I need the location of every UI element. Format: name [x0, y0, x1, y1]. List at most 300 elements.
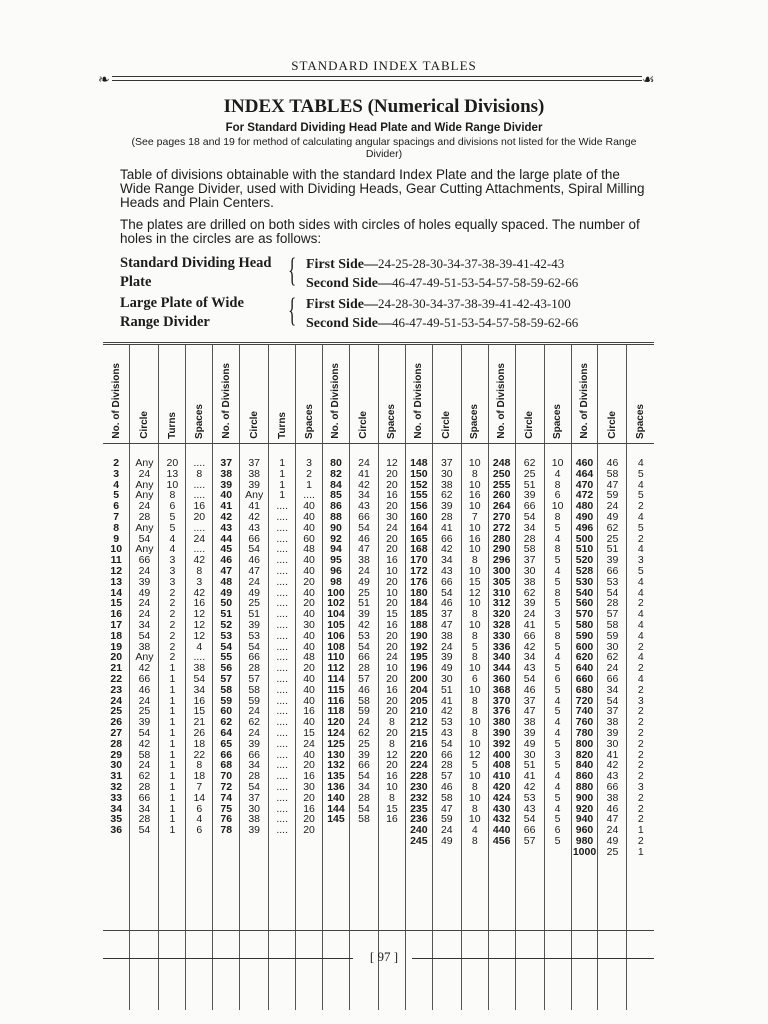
table-cell-circle: 66: [358, 651, 370, 664]
table-cell-spaces: 8: [471, 651, 478, 664]
division-number: 320: [492, 608, 511, 621]
division-number: 840: [575, 759, 594, 772]
table-cell-spaces: 20: [386, 575, 398, 588]
column-header-spaces: [296, 344, 323, 444]
table-cell-circle: 34: [248, 759, 261, 772]
table-cell-turns: 1: [169, 780, 176, 793]
table-cell-turns: 2: [169, 597, 176, 610]
table-cell-circle: 58: [606, 618, 619, 631]
division-number: 424: [492, 791, 511, 804]
division-number: 28: [110, 737, 123, 750]
table-cell-circle: 46: [440, 597, 453, 610]
table-cell-turns: 1: [279, 457, 286, 469]
division-number: 720: [575, 694, 594, 707]
division-number: 25: [110, 705, 123, 718]
table-cell-spaces: 8: [471, 629, 478, 642]
table-cell-circle: 54: [606, 586, 619, 599]
division-number: 270: [492, 510, 511, 523]
division-number: 528: [575, 564, 594, 577]
table-cell-circle: 46: [523, 683, 536, 696]
table-cell-circle: 41: [358, 467, 370, 480]
table-cell-circle: Any: [135, 521, 154, 534]
table-cell-spaces: 5: [554, 737, 561, 750]
table-cell-turns: 2: [169, 651, 176, 664]
table-cell-circle: 47: [606, 813, 619, 826]
division-number: 440: [492, 824, 511, 837]
division-number: 100: [327, 586, 345, 599]
division-number: 172: [410, 564, 428, 577]
column-header-label: Spaces: [635, 403, 647, 439]
table-cell-circle: 54: [358, 521, 370, 534]
column-div-group-3: [323, 444, 350, 1011]
table-cell-circle: 25: [248, 597, 261, 610]
table-cell-circle: 24: [358, 716, 370, 729]
table-cell-circle: 38: [523, 716, 536, 729]
division-number: 260: [492, 489, 511, 502]
table-cell-circle: 41: [523, 770, 536, 783]
table-cell-spaces: 42: [193, 586, 206, 599]
division-number: 176: [410, 575, 428, 588]
table-cell-spaces: 40: [303, 510, 315, 523]
column-header-label: No. of Divisions: [413, 363, 425, 439]
table-cell-spaces: 8: [471, 834, 478, 847]
table-cell-circle: 38: [606, 716, 619, 729]
table-cell-circle: 39: [138, 716, 151, 729]
column-div-group-2: [213, 444, 240, 1011]
column-div-group-6: [571, 444, 598, 1011]
column-div-group-5: [488, 444, 515, 1011]
table-cell-spaces: 3: [196, 575, 203, 588]
table-cell-circle: 47: [248, 564, 261, 577]
table-cell-spaces: 16: [468, 532, 481, 545]
table-cell-turns: 13: [166, 467, 179, 480]
division-number: 16: [110, 608, 123, 621]
division-number: 15: [110, 597, 123, 610]
table-cell-spaces: 16: [386, 770, 398, 783]
table-cell-circle: 51: [523, 759, 536, 772]
table-cell-spaces: 8: [388, 737, 395, 750]
division-number: 880: [575, 780, 594, 793]
table-cell-turns: 3: [169, 575, 176, 588]
plate-name: Large Plate of Wide Range Divider: [120, 295, 244, 330]
division-number: 37: [220, 457, 233, 469]
table-cell-spaces: 6: [471, 672, 478, 685]
division-number: 27: [110, 726, 123, 739]
table-cell-spaces: 24: [193, 532, 206, 545]
table-cell-spaces: 40: [303, 629, 315, 642]
column-header-circle: [598, 344, 627, 444]
left-ornament-icon: ❧: [98, 73, 110, 88]
column-header-label: Turns: [166, 411, 178, 439]
table-cell-circle: 41: [248, 500, 261, 513]
table-cell-turns: 20: [166, 457, 179, 469]
table-cell-circle: 66: [358, 759, 370, 772]
division-number: 38: [220, 467, 233, 480]
table-cell-spaces: 48: [303, 651, 315, 664]
table-cell-spaces: 2: [637, 500, 644, 513]
table-cell-circle: 30: [523, 564, 536, 577]
table-cell-circle: 24: [138, 759, 151, 772]
table-cell-spaces: 7: [471, 510, 478, 523]
table-cell-circle: 51: [440, 683, 453, 696]
table-cell-turns: ....: [276, 510, 288, 523]
table-cell-spaces: 6: [554, 672, 561, 685]
division-number: 420: [492, 780, 511, 793]
table-cell-circle: 30: [248, 802, 261, 815]
division-number: 130: [327, 748, 345, 761]
column-circle-group-1: [130, 444, 159, 1011]
table-cell-spaces: 40: [303, 716, 315, 729]
table-cell-circle: 24: [606, 500, 619, 513]
table-cell-spaces: 24: [303, 737, 315, 750]
division-number: 96: [330, 564, 342, 577]
table-cell-spaces: 5: [554, 759, 561, 772]
table-cell-circle: 39: [606, 726, 619, 739]
division-number: 52: [220, 618, 233, 631]
table-cell-turns: ....: [276, 824, 288, 837]
table-cell-spaces: 6: [196, 802, 203, 815]
division-number: 132: [327, 759, 345, 772]
division-number: 124: [327, 726, 345, 739]
plates-paragraph: The plates are drilled on both sides with circles of holes equally spaced. The number of holes in the circles are as follows:: [120, 217, 640, 246]
division-number: 40: [220, 489, 233, 502]
table-cell-spaces: 2: [637, 683, 644, 696]
table-cell-spaces: 10: [468, 564, 481, 577]
table-cell-circle: 54: [523, 510, 536, 523]
table-cell-turns: ....: [276, 683, 288, 696]
division-number: 49: [220, 586, 233, 599]
division-number: 140: [327, 791, 345, 804]
table-cell-circle: 30: [440, 672, 453, 685]
table-cell-spaces: 26: [193, 726, 206, 739]
division-number: 224: [410, 759, 428, 772]
table-cell-spaces: 10: [468, 737, 481, 750]
division-number: 940: [575, 813, 594, 826]
table-cell-spaces: 4: [196, 813, 203, 826]
column-header-label: Circle: [138, 411, 150, 439]
division-number: 500: [575, 532, 594, 545]
table-cell-turns: 2: [169, 586, 176, 599]
table-cell-turns: ....: [276, 791, 288, 804]
table-cell-circle: 66: [523, 629, 536, 642]
division-number: 112: [327, 662, 345, 675]
division-number: 740: [575, 705, 594, 718]
subtitle: For Standard Dividing Head Plate and Wide Range Divider: [225, 122, 543, 134]
table-cell-spaces: 10: [386, 662, 398, 675]
division-number: 32: [110, 780, 123, 793]
table-cell-turns: 2: [169, 629, 176, 642]
column-header-spaces: [627, 344, 654, 444]
table-cell-spaces: 12: [193, 608, 206, 621]
table-cell-spaces: 5: [554, 791, 561, 804]
table-cell-circle: 54: [248, 543, 261, 556]
table-cell-turns: ....: [276, 748, 288, 761]
table-cell-spaces: 8: [471, 802, 478, 815]
table-cell-circle: 24: [358, 457, 370, 469]
table-cell-turns: 1: [169, 662, 176, 675]
table-cell-spaces: ....: [193, 457, 206, 469]
division-number: 9: [113, 532, 120, 545]
table-cell-turns: ....: [276, 575, 288, 588]
table-cell-circle: 59: [606, 629, 619, 642]
table-cell-spaces: 40: [303, 564, 315, 577]
division-number: 92: [330, 532, 342, 545]
column-header-label: Circle: [524, 411, 536, 439]
table-cell-spaces: 2: [637, 802, 644, 815]
division-number: 530: [575, 575, 594, 588]
table-cell-turns: ....: [276, 737, 288, 750]
division-number: 114: [327, 672, 345, 685]
table-cell-turns: ....: [276, 672, 288, 685]
division-number: 168: [410, 543, 428, 556]
note: (See pages 18 and 19 for method of calculating angular spacings and divisions not listed for the Wide Range Divider): [131, 136, 637, 160]
division-number: 170: [410, 554, 428, 567]
table-cell-turns: ....: [276, 608, 288, 621]
table-cell-spaces: 1: [306, 478, 312, 491]
table-cell-spaces: 34: [193, 683, 206, 696]
division-number: 235: [410, 802, 428, 815]
table-cell-circle: 34: [523, 651, 536, 664]
table-cell-spaces: 4: [637, 478, 644, 491]
division-number: 75: [220, 802, 233, 815]
table-cell-circle: 54: [358, 770, 370, 783]
column-header-circle: [130, 344, 159, 444]
table-cell-spaces: 5: [554, 705, 561, 718]
table-cell-spaces: 4: [554, 651, 561, 664]
side-holes: 24-25-28-30-34-37-38-39-41-42-43: [377, 256, 565, 271]
table-cell-turns: 2: [169, 608, 176, 621]
table-cell-spaces: 10: [468, 521, 481, 534]
table-cell-circle: 43: [440, 726, 453, 739]
table-cell-spaces: 16: [468, 489, 481, 502]
table-cell-circle: 59: [358, 705, 370, 718]
table-cell-circle: 42: [440, 543, 453, 556]
table-cell-circle: 24: [248, 705, 261, 718]
table-cell-turns: 1: [169, 716, 176, 729]
table-cell-circle: 34: [606, 683, 619, 696]
table-cell-spaces: 20: [303, 575, 315, 588]
division-number: 144: [327, 802, 345, 815]
table-cell-turns: ....: [276, 662, 288, 675]
column-header-circle: [349, 344, 378, 444]
table-cell-circle: 66: [138, 672, 151, 685]
table-cell-circle: 54: [138, 824, 151, 837]
running-head: STANDARD INDEX TABLES: [291, 58, 477, 73]
table-cell-circle: 46: [358, 532, 370, 545]
table-cell-spaces: 16: [193, 500, 206, 513]
division-number: 165: [410, 532, 428, 545]
column-header-div: [323, 344, 350, 444]
table-cell-spaces: 20: [386, 726, 398, 739]
division-number: 216: [410, 737, 428, 750]
table-cell-spaces: 2: [637, 716, 644, 729]
table-cell-spaces: 12: [468, 586, 481, 599]
division-number: 245: [410, 834, 428, 847]
table-cell-spaces: 48: [303, 543, 315, 556]
table-cell-circle: 54: [523, 813, 536, 826]
table-cell-circle: 54: [248, 640, 261, 653]
table-cell-spaces: 3: [637, 694, 644, 707]
wide-range-plate-spec: Large Plate of Wide Range Divider { First Side—24-28-30-34-37-38-39-41-42-43-100 Second Side—46-47-49-51-53-54-57-58-59-62-66: [120, 292, 579, 331]
table-cell-circle: 51: [248, 608, 261, 621]
division-number: 95: [330, 554, 342, 567]
table-cell-spaces: 15: [303, 726, 315, 739]
table-cell-circle: 42: [440, 705, 453, 718]
table-cell-spaces: 5: [554, 618, 561, 631]
table-cell-spaces: 2: [637, 770, 644, 783]
column-turns-group-2: [269, 444, 296, 1011]
table-cell-circle: 49: [358, 575, 370, 588]
table-cell-spaces: 3: [637, 780, 644, 793]
division-number: 560: [575, 597, 594, 610]
table-cell-circle: 41: [440, 521, 453, 534]
table-cell-spaces: 10: [468, 478, 481, 491]
table-cell-spaces: 15: [386, 608, 398, 621]
column-header-circle: [240, 344, 269, 444]
division-number: 115: [327, 683, 345, 696]
division-number: 368: [492, 683, 511, 696]
column-div-group-4: [405, 444, 432, 1011]
division-number: 22: [110, 672, 123, 685]
table-cell-circle: 38: [248, 813, 261, 826]
division-number: 600: [575, 640, 594, 653]
table-cell-circle: 66: [248, 748, 261, 761]
table-cell-spaces: 4: [637, 672, 644, 685]
division-number: 17: [110, 618, 123, 631]
division-number: 84: [330, 478, 342, 491]
table-cell-spaces: 5: [554, 813, 561, 826]
division-number: 66: [220, 748, 233, 761]
division-number: 380: [492, 716, 511, 729]
column-header-label: Circle: [441, 411, 453, 439]
division-number: 370: [492, 694, 511, 707]
right-ornament-icon: ☙: [642, 73, 655, 88]
table-cell-circle: 37: [606, 705, 619, 718]
table-cell-circle: 46: [606, 802, 619, 815]
table-cell-circle: 58: [358, 813, 370, 826]
table-cell-circle: 66: [248, 651, 261, 664]
table-cell-spaces: 2: [637, 748, 644, 761]
table-cell-circle: 66: [138, 791, 151, 804]
division-number: 200: [410, 672, 428, 685]
division-number: 2: [113, 457, 120, 469]
table-cell-circle: Any: [135, 489, 154, 502]
table-cell-circle: 28: [248, 770, 261, 783]
table-cell-circle: 47: [440, 618, 453, 631]
table-cell-spaces: 10: [468, 543, 481, 556]
table-cell-spaces: 2: [637, 759, 644, 772]
plate-name: Standard Dividing Head Plate: [120, 255, 272, 290]
table-cell-spaces: 10: [468, 683, 481, 696]
division-number: 8: [113, 521, 120, 534]
table-cell-circle: 57: [440, 770, 453, 783]
table-cell-spaces: 40: [303, 672, 315, 685]
column-header-label: No. of Divisions: [110, 363, 122, 439]
division-number: 192: [410, 640, 428, 653]
table-cell-spaces: 10: [551, 500, 564, 513]
division-number: 400: [492, 748, 511, 761]
column-header-spaces: [186, 344, 213, 444]
division-number: 290: [492, 543, 511, 556]
table-cell-circle: 34: [440, 554, 453, 567]
table-cell-spaces: 14: [193, 791, 206, 804]
table-cell-spaces: 20: [386, 478, 398, 491]
column-header-label: Circle: [358, 411, 370, 439]
division-number: 152: [410, 478, 428, 491]
table-cell-spaces: ....: [193, 489, 206, 502]
table-cell-circle: 25: [138, 705, 151, 718]
table-cell-spaces: 15: [468, 575, 481, 588]
table-cell-circle: 62: [248, 716, 261, 729]
column-header-label: Spaces: [386, 403, 398, 439]
table-cell-spaces: 20: [386, 597, 398, 610]
table-cell-spaces: 4: [471, 824, 478, 837]
table-cell-circle: 58: [440, 791, 453, 804]
table-cell-circle: 24: [138, 500, 151, 513]
table-cell-spaces: 4: [554, 770, 561, 783]
table-cell-spaces: 4: [554, 694, 561, 707]
division-number: 215: [410, 726, 428, 739]
table-cell-spaces: 18: [193, 770, 206, 783]
division-number: 4: [113, 478, 120, 491]
column-header-spaces: [544, 344, 571, 444]
table-cell-spaces: 8: [471, 608, 478, 621]
table-cell-circle: 53: [606, 575, 619, 588]
division-number: 47: [220, 564, 233, 577]
division-number: 42: [220, 510, 233, 523]
table-cell-circle: 54: [440, 586, 453, 599]
side-label: Second Side: [306, 316, 378, 331]
division-number: 74: [220, 791, 233, 804]
table-cell-circle: Any: [135, 457, 154, 469]
division-number: 328: [492, 618, 511, 631]
division-number: 5: [113, 489, 120, 502]
table-cell-circle: 28: [606, 597, 619, 610]
table-cell-spaces: 4: [637, 618, 644, 631]
table-cell-spaces: 4: [637, 543, 644, 556]
table-cell-spaces: 3: [554, 748, 561, 761]
division-number: 6: [113, 500, 120, 513]
table-cell-spaces: 1: [637, 845, 644, 858]
division-number: 480: [575, 500, 594, 513]
table-cell-spaces: 4: [196, 640, 203, 653]
column-header-turns: [269, 344, 296, 444]
table-cell-circle: 24: [440, 824, 453, 837]
division-number: 300: [492, 564, 511, 577]
table-cell-circle: 47: [606, 478, 619, 491]
table-cell-circle: 34: [358, 489, 370, 502]
table-cell-circle: Any: [135, 543, 154, 556]
column-header-label: Spaces: [193, 403, 205, 439]
division-number: 48: [220, 575, 233, 588]
column-header-circle: [432, 344, 461, 444]
table-cell-circle: 37: [523, 694, 536, 707]
division-number: 390: [492, 726, 511, 739]
division-number: 56: [220, 662, 233, 675]
table-cell-turns: ....: [276, 500, 288, 513]
table-cell-circle: Any: [245, 489, 264, 502]
table-cell-circle: 54: [606, 694, 619, 707]
table-cell-spaces: 4: [554, 716, 561, 729]
table-cell-circle: 34: [358, 780, 370, 793]
table-cell-spaces: 40: [303, 608, 315, 621]
table-cell-circle: 47: [523, 705, 536, 718]
table-cell-turns: 3: [169, 554, 176, 567]
table-cell-spaces: 6: [196, 824, 203, 837]
table-cell-spaces: 5: [637, 564, 644, 577]
table-cell-circle: 24: [440, 640, 453, 653]
table-cell-spaces: 10: [551, 457, 564, 469]
